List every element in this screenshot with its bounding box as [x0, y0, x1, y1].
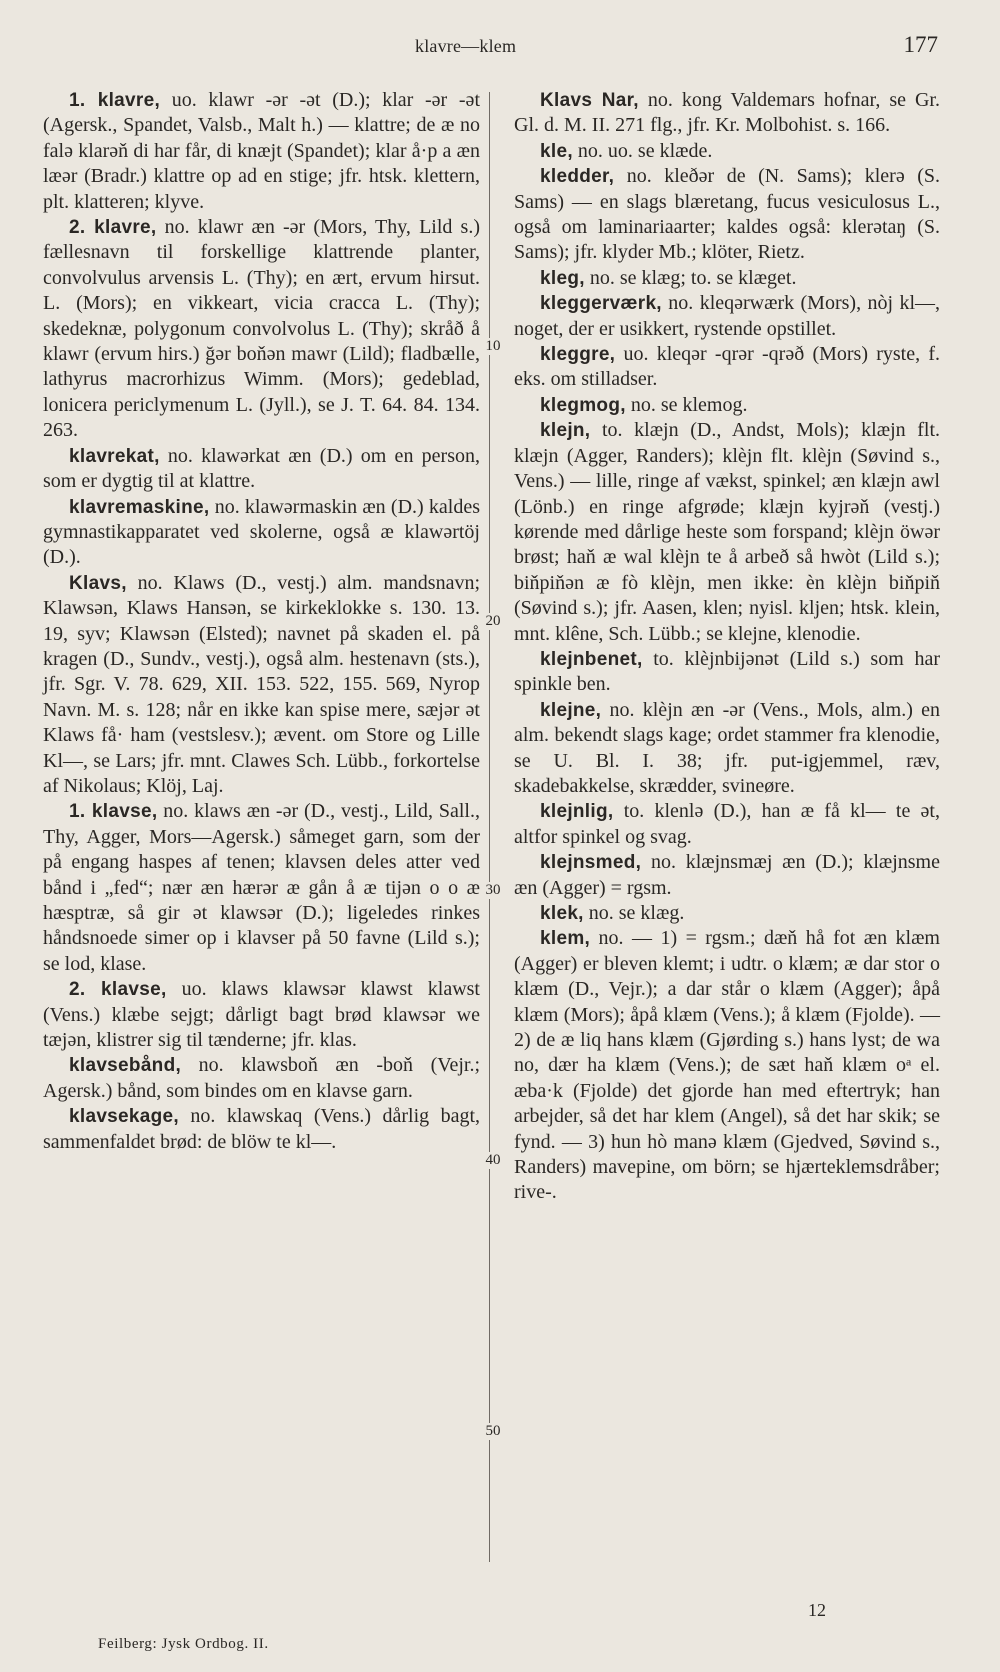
entry-text: no. klawərmaskin æn (D.) kaldes gymnastikapparatet ved skolerne, også æ klawərtöj (D.). — [43, 495, 480, 569]
dictionary-entry — [43, 571, 480, 800]
headword: klavsekage, — [69, 1106, 179, 1128]
entry-text: no. kleðər de (N. Sams); klerə (S. Sams) — en slags blæretang, fucus vesiculosus L., også om laminariaarter; kaldes også: klerətaŋ (S. Sams); jfr. klyder Mb.; klöter, Rietz. — [514, 165, 940, 264]
dictionary-entry — [43, 495, 480, 571]
dictionary-entry — [514, 291, 940, 342]
headword: kle, — [540, 140, 573, 162]
entry-text: no. se klæg. — [583, 902, 685, 924]
headword: klegmog, — [540, 394, 626, 416]
dictionary-entry — [514, 850, 940, 901]
headword: Klavs Nar, — [540, 90, 639, 111]
entry-text: no. Klaws (D., vestj.) alm. mandsnavn; Klawsən, Klaws Hansən, se kirkeklokke s. 130. 13. 19, syv; Klawsən (Elsted); navnet på skaden el. på kragen (D., Sundv., vestj.), også alm. hestenavn (sts.), jfr. Sgr. V. 78. 629, XII. 153. 522, 155. 569, Nyrop Navn. M. s. 128; når en ikke kan spise mere, sæjər ət Klaws få· ham (vestslesv.); ævent. om Store og Lille Kl—, se Lars; jfr. mnt. Clawes Sch. Lübb., forkortelse af Nikolaus; Klöj, Laj. — [43, 571, 480, 797]
line-number: 30 — [480, 882, 506, 899]
headword: klavremaskine, — [69, 496, 210, 518]
dictionary-entry — [514, 393, 940, 418]
entry-text: to. klenlə (D.), han æ få kl— te ət, altfor spinkel og svag. — [514, 800, 940, 848]
headword: kleggre, — [540, 344, 616, 366]
source-footer: Feilberg: Jysk Ordbog. II. — [98, 1636, 269, 1652]
line-number: 10 — [480, 338, 506, 355]
entry-text: uo. klawr -ər -ət (D.); klar -ər -ət (Agersk., Spandet, Valsb., Malt h.) — klattre; de æ no falə klarəň di har får, di knæjt (Spandet); klar å·p a æn læər (Bradr.) klattre op ad en stige; jfr. htsk. klettern, plt. klatteren; klyve. — [43, 89, 480, 213]
entry-text: no. uo. se klæde. — [572, 139, 713, 162]
dictionary-entry — [514, 901, 940, 926]
entry-text: no. kong Valdemars hofnar, se Gr. Gl. d. M. II. 271 flg., jfr. Kr. Molbohist. s. 166. — [514, 89, 940, 137]
entry-text: no. klèjn æn -ər (Vens., Mols, alm.) en alm. bekendt slags kage; ordet stammer fra klenodie, se U. Bl. I. 38; jfr. put-igjemmel, ræv, skadebakkelse, skrædder, svineøre. — [514, 698, 940, 797]
headword: klavrekat, — [69, 445, 160, 467]
entry-text: no. klæjnsmæj æn (D.); klæjnsme æn (Agger) = rgsm. — [514, 851, 940, 899]
entry-text: no. klawsboň æn -boň (Vejr.; Agersk.) bånd, som bindes om en klavse garn. — [43, 1054, 480, 1102]
entry-text: uo. kleqər -qrər -qrəð (Mors) ryste, f. eks. om stilladser. — [514, 343, 940, 391]
dictionary-entry — [514, 164, 940, 266]
dictionary-entry — [514, 88, 940, 139]
dictionary-entry — [514, 266, 940, 291]
headword: klek, — [540, 903, 584, 924]
headword: kledder, — [540, 166, 615, 188]
headword: 1. klavre, — [69, 90, 161, 111]
headword: klejnbenet, — [540, 648, 643, 670]
line-number: 40 — [480, 1152, 506, 1169]
dictionary-entry — [43, 88, 480, 215]
page-number: 177 — [903, 32, 938, 57]
entry-text: no. se klemog. — [625, 393, 748, 416]
headword: kleggerværk, — [540, 293, 662, 315]
entry-text: no. klawskaq (Vens.) dårlig bagt, sammenfaldet brød: de blöw te kl—. — [43, 1105, 480, 1153]
dictionary-entry — [43, 444, 480, 495]
entry-text: uo. klaws klawsər klawst klawst (Vens.) klæbe sejgt; dårligt bagt brød klawsər we tæjən, klistrer sig til tænderne; jfr. klas. — [43, 978, 480, 1052]
headword: 1. klavse, — [69, 801, 158, 823]
headword: klejnlig, — [540, 801, 614, 823]
line-number: 20 — [480, 613, 506, 630]
entry-text: no. klawr æn -ər (Mors, Thy, Lild s.) fællesnavn til forskellige klattrende planter, convolvulus arvensis L. (Thy); en ært, ervum hirsut. L. (Mors); en vikkeart, vicia cracca L. (Thy); skedeknæ, polygonum convolvolus L. (Thy); skråð å klawr (ervum hirs.) ğər boňən mawr (Lild); fladbælle, lathyrus macrorhizus Wimm. (Mors); gedeblad, lonicera periclymenum L. (Jyll.), se J. T. 64. 84. 134. 263. — [43, 216, 480, 442]
dictionary-entry — [43, 1104, 480, 1155]
line-number: 50 — [480, 1423, 506, 1440]
dictionary-entry — [514, 926, 940, 1205]
headword: klejne, — [540, 699, 602, 721]
page-header — [0, 26, 1000, 66]
headword: 2. klavse, — [69, 979, 167, 1001]
entry-text: no. klawərkat æn (D.) om en person, som er dygtig til at klattre. — [43, 444, 480, 493]
left-column — [43, 88, 480, 1155]
headword: klem, — [540, 928, 591, 950]
running-head: klavre—klem — [415, 36, 517, 56]
headword: Klavs, — [69, 572, 127, 594]
entry-text: no. — 1) = rgsm.; dæň hå fot æn klæm (Agger) er bleven klemt; i udtr. o klæm; æ dar stor o klæm (D., Vejr.); a dar står o klæm (Agger); åpå klæm (Mors); åpå klæm (Vens.); å klæm (Fjolde). — 2) de æ liq hans klæm (Gjørding s.) hans lyst; de wa no, dær ha klæm (Vens.); de sæt haň klæm oᵃ el. æba·k (Fjolde) det gjorde han med eftertryk; han arbejder, så det har klem (Angel), så det har skik; se fynd. — 3) hun hò manə klæm (Gjedved, Søvind s., Randers) mavepine, om börn; se hjærteklemsdråber; rive-. — [514, 927, 940, 1204]
headword: kleg, — [540, 267, 585, 289]
dictionary-entry — [514, 418, 940, 647]
dictionary-entry — [43, 977, 480, 1053]
right-column — [514, 88, 940, 1206]
headword: 2. klavre, — [69, 217, 157, 239]
entry-text: to. klæjn (D., Andst, Mols); klæjn flt. klæjn (Agger, Randers); klèjn flt. klèjn (Søvind s., Vens.) — lille, ringe af vækst, spinkel; æn klæjn awl (Lönb.) en ringe afgrøde; klæjn kyjrəň (vestj.) kørende med dårlige heste som forspand; klèjn öwər brøst; haň æ wal klèjn te å arbeð så hwòt (Lild s.); biňpiňən æ fò klèjn, men ikke: èn klèjn biňpiň (Søvind s.); jfr. Aasen, klen; nyisl. kljen; htsk. klein, mnt. klêne, Sch. Lübb.; se klejne, klenodie. — [514, 419, 940, 645]
dictionary-entry — [514, 342, 940, 393]
dictionary-entry — [43, 215, 480, 444]
headword: klejnsmed, — [540, 852, 642, 874]
headword: klejn, — [540, 420, 591, 442]
entry-text: no. klaws æn -ər (D., vestj., Lild, Sall., Thy, Agger, Mors—Agersk.) såmeget garn, som der på engang haspes af tenen; klavsen deles atter ved bånd i „fed“; nær æn hærər æ gån å æ tijən o o æ hæsptræ, så gir ət klawsər (D.); ligeledes rinkes håndsnoede simer op i klavser på 50 favne (Lild s.); se lod, klase. — [43, 800, 480, 975]
entry-text: to. klèjnbijənət (Lild s.) som har spinkle ben. — [514, 647, 940, 696]
signature-mark: 12 — [808, 1600, 826, 1620]
dictionary-entry — [43, 1053, 480, 1104]
dictionary-entry — [514, 799, 940, 850]
column-divider — [489, 92, 490, 1562]
entry-text: no. se klæg; to. se klæget. — [584, 266, 797, 289]
entry-text: no. kleqərwærk (Mors), nòj kl—, noget, der er usikkert, rystende opstillet. — [514, 292, 940, 340]
dictionary-entry — [514, 139, 940, 164]
dictionary-entry — [43, 799, 480, 977]
dictionary-entry — [514, 698, 940, 800]
dictionary-entry — [514, 647, 940, 698]
headword: klavsebånd, — [69, 1055, 182, 1077]
